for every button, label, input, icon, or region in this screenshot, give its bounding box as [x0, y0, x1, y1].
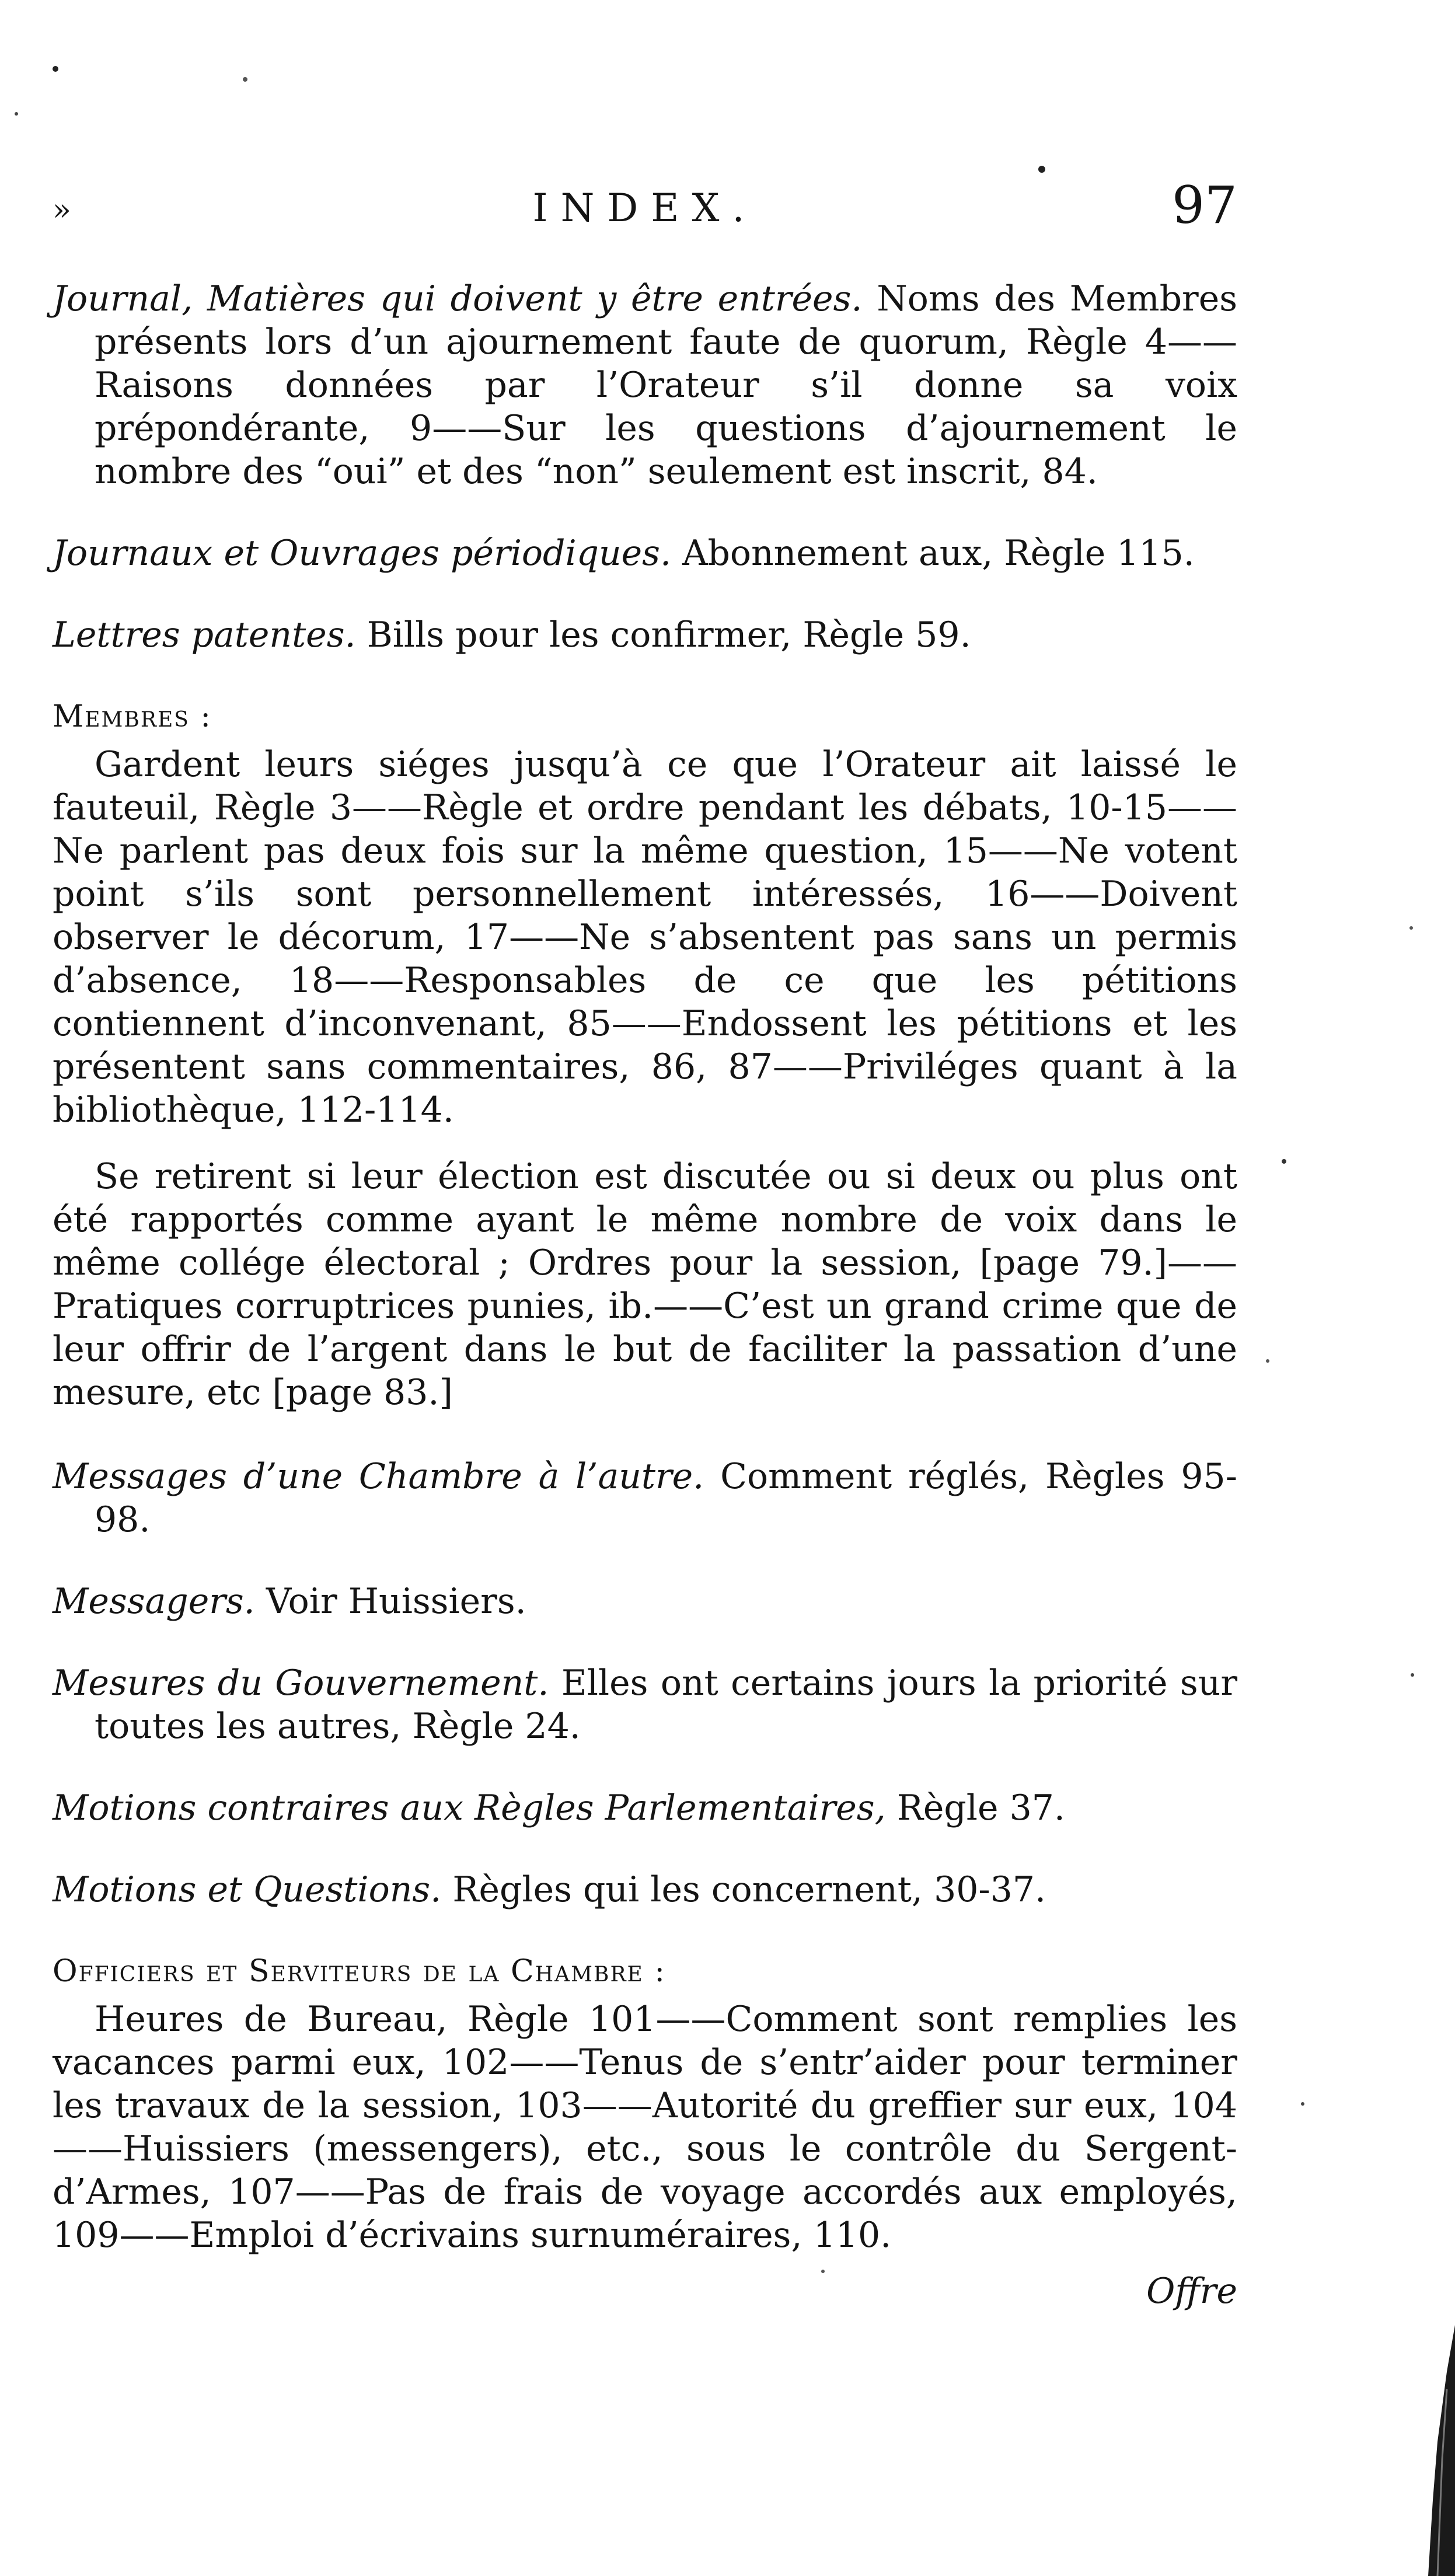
section-heading-membres: Membres :: [53, 699, 212, 734]
page-number: 97: [1172, 175, 1237, 235]
index-entry-motions-contraires: [53, 1786, 1237, 1830]
entry-body: Voir Huissiers.: [266, 1581, 526, 1622]
entry-head: Messages d’une Chambre à l’autre.: [53, 1456, 704, 1497]
entry-head: Journaux et Ouvrages périodiques.: [53, 533, 672, 574]
index-entry-journaux: [53, 532, 1237, 575]
page-title: INDEX.: [532, 186, 758, 231]
entry-head: Journal, Matières qui doivent y être entrées.: [53, 278, 863, 319]
index-entry-lettres-patentes: [53, 613, 1237, 657]
entry-head: Motions contraires aux Règles Parlementaires,: [53, 1788, 886, 1828]
entry-head: Messagers.: [53, 1581, 255, 1622]
spacer: [53, 1437, 1237, 1455]
header-mark: »: [53, 193, 71, 228]
entry-body: Noms des Membres présents lors d’un ajournement faute de quorum, Règle 4——Raisons données par l’Orateur s’il donne sa voix prépondérante, 9——Sur les questions d’ajournement le nombre des “oui” et des “non” seulement est inscrit, 84.: [95, 278, 1237, 492]
entry-head: Motions et Questions.: [53, 1869, 442, 1910]
index-content: [53, 277, 1237, 2312]
membres-paragraph-1: Gardent leurs siéges jusqu’à ce que l’Orateur ait laissé le fauteuil, Règle 3——Règle et ordre pendant les débats, 10-15——Ne parlent pas deux fois sur la même question, 15——Ne votent point s’ils sont personnellement intéressés, 16——Doivent observer le décorum, 17——Ne s’absentent pas sans un permis d’absence, 18——Responsables de ce que les pétitions contiennent d’inconvenant, 85——Endossent les pétitions et les présentent sans commentaires, 86, 87——Priviléges quant à la bibliothèque, 112-114.: [53, 744, 1237, 1130]
membres-paragraph-2: Se retirent si leur élection est discutée ou si deux ou plus ont été rapportés comme ayant le même nombre de voix dans le même collége électoral ; Ordres pour la session, [page 79.]——Pratiques corruptrices punies, ib.——C’est un grand crime que de leur offrir de l’argent dans le but de faciliter la passation d’une mesure, etc [page 83.]: [53, 1156, 1237, 1413]
page-edge-shadow: [1420, 2325, 1455, 2576]
entry-body: Abonnement aux, Règle 115.: [682, 533, 1195, 574]
index-entry-mesures: [53, 1662, 1237, 1748]
index-entry-messages: [53, 1455, 1237, 1541]
entry-body: Elles ont certains jours la priorité sur toutes les autres, Règle 24.: [95, 1663, 1238, 1747]
entry-body: Bills pour les confirmer, Règle 59.: [367, 615, 971, 655]
entry-body: Comment réglés, Règles 95-98.: [95, 1456, 1237, 1540]
entry-head: Mesures du Gouvernement.: [53, 1663, 549, 1704]
officiers-paragraph: Heures de Bureau, Règle 101——Comment sont remplies les vacances parmi eux, 102——Tenus de s’entr’aider pour terminer les travaux de la session, 103——Autorité du greffier sur eux, 104——Huissiers (messengers), etc., sous le contrôle du Sergent-d’Armes, 107——Pas de frais de voyage accordés aux employés, 109——Emploi d’écrivains surnuméraires, 110.: [53, 1999, 1237, 2256]
running-header: [53, 175, 1237, 239]
catchword: Offre: [1146, 2271, 1237, 2312]
section-heading-officiers: Officiers et Serviteurs de la Chambre :: [53, 1954, 666, 1989]
index-entry-journal: [53, 277, 1237, 493]
entry-body: Règle 37.: [896, 1788, 1065, 1828]
index-entry-messagers: [53, 1580, 1237, 1623]
entry-body: Règles qui les concernent, 30-37.: [452, 1869, 1046, 1910]
index-entry-motions-questions: [53, 1868, 1237, 1911]
entry-head: Lettres patentes.: [53, 615, 356, 655]
